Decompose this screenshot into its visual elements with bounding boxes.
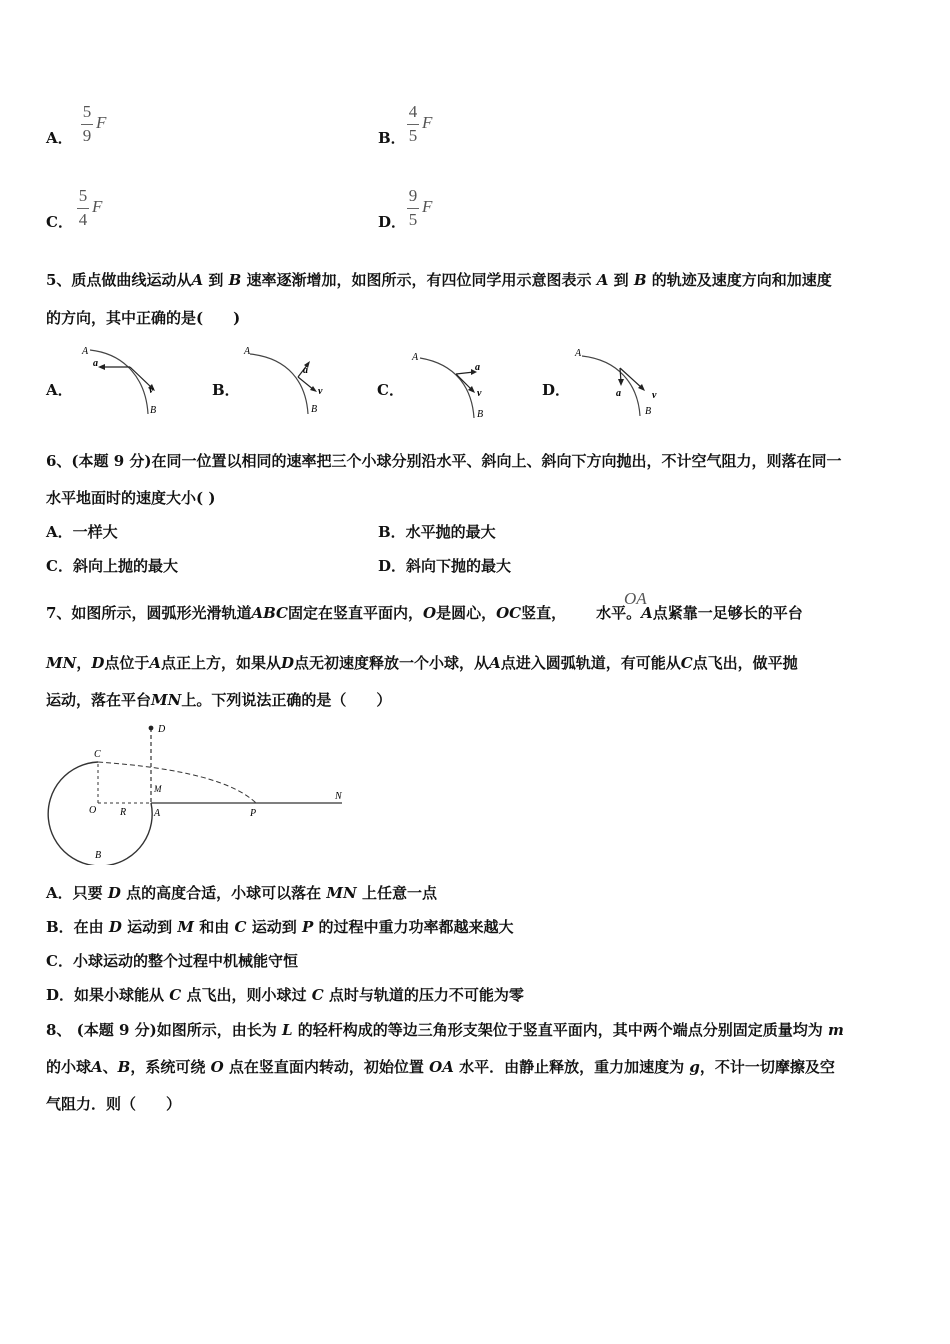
q5c-label-A: A [412, 352, 419, 363]
q7-option-a[interactable]: A．只要 D 点的高度合适，小球可以落在 MN 上任意一点 [46, 884, 437, 902]
q8-stem-line2: 的小球A、B，系统可绕 O 点在竖直面内转动，初始位置 OA 水平．由静止释放，重力加速度为 g，不计一切摩擦及空 [46, 1058, 835, 1076]
q8-stem-line3: 气阻力．则（ ） [46, 1095, 182, 1113]
q7-option-c[interactable]: C．小球运动的整个过程中机械能守恒 [46, 952, 298, 970]
q5-option-c[interactable]: C． [377, 381, 404, 399]
q5-diagram-a [76, 340, 176, 420]
q5b-label-A: A [244, 346, 251, 357]
q4-option-c[interactable]: C． [46, 213, 73, 231]
q7-fig-O: O [89, 805, 97, 816]
q5-option-a[interactable]: A． [46, 381, 73, 399]
q7-option-b[interactable]: B．在由 D 运动到 M 和由 C 运动到 P 的过程中重力功率都越来越大 [46, 918, 514, 936]
q7-fig-N: N [335, 791, 342, 802]
q7-fig-P: P [250, 808, 257, 819]
q5a-label-v: v [149, 385, 154, 396]
q5b-label-B: B [311, 404, 318, 415]
q5a-label-A: A [82, 346, 89, 357]
q7-fig-A: A [154, 808, 161, 819]
q5-stem-line2: 的方向，其中正确的是( ) [46, 309, 241, 327]
q7-fig-B: B [95, 850, 102, 861]
q7-fig-R: R [120, 807, 127, 818]
q6-option-b[interactable]: B．水平抛的最大 [378, 523, 496, 541]
q5b-label-v: v [318, 386, 323, 397]
q5b-label-a: a [303, 365, 308, 376]
q5d-label-A: A [575, 348, 582, 359]
q7-stem-line1: 7、如图所示，圆弧形光滑轨道ABC固定在竖直平面内，O是圆心，OC竖直， 水平。A点紧靠一足够长的平台 [46, 604, 803, 622]
q6-stem-line1: 6、(本题 9 分)在同一位置以相同的速率把三个小球分别沿水平、斜向上、斜向下方向抛出，不计空气阻力，则落在同一 [46, 452, 842, 470]
q4-option-b[interactable]: B． [378, 129, 406, 147]
q5d-label-a: a [616, 388, 621, 399]
q5d-label-v: v [652, 390, 657, 401]
q5c-label-v: v [477, 388, 482, 399]
q5a-label-B: B [150, 405, 157, 416]
q5-diagram-d [570, 342, 670, 422]
q5d-label-B: B [645, 406, 652, 417]
q7-stem-line2: MN，D点位于A点正上方，如果从D点无初速度释放一个小球，从A点进入圆弧轨道，有可能从C点飞出，做平抛 [46, 654, 798, 672]
q5-diagram-c [406, 344, 506, 424]
q7-stem-line3: 运动，落在平台MN上。下列说法正确的是（ ） [46, 691, 392, 709]
q6-option-d[interactable]: D．斜向下抛的最大 [378, 557, 512, 575]
q4-option-d[interactable]: D． [378, 213, 407, 231]
q7-fig-D: D [158, 724, 166, 735]
q7-oa-formula: OA [624, 589, 647, 608]
q5-option-d[interactable]: D． [542, 381, 571, 399]
q7-figure [44, 720, 364, 865]
q8-stem-line1: 8、 (本题 9 分)如图所示，由长为 L 的轻杆构成的等边三角形支架位于竖直平面内，其中两个端点分别固定质量均为 m [46, 1021, 844, 1039]
q7-fig-C: C [94, 749, 101, 760]
q6-option-a[interactable]: A．一样大 [46, 523, 118, 541]
q7-fig-M: M [154, 784, 162, 794]
q6-stem-line2: 水平地面时的速度大小( ) [46, 489, 216, 507]
q4-option-a[interactable]: A． [46, 129, 73, 147]
q7-option-d[interactable]: D．如果小球能从 C 点飞出，则小球过 C 点时与轨道的压力不可能为零 [46, 986, 524, 1004]
q5a-label-a: a [93, 358, 98, 369]
q5-diagram-b [238, 340, 338, 420]
q5-option-b[interactable]: B． [212, 381, 240, 399]
q5c-label-B: B [477, 409, 484, 420]
q6-option-c[interactable]: C．斜向上抛的最大 [46, 557, 178, 575]
q5-stem-line1: 5、质点做曲线运动从A 到 B 速率逐渐增加，如图所示，有四位同学用示意图表示 A 到 B 的轨迹及速度方向和加速度 [46, 271, 832, 289]
q5c-label-a: a [475, 362, 480, 373]
